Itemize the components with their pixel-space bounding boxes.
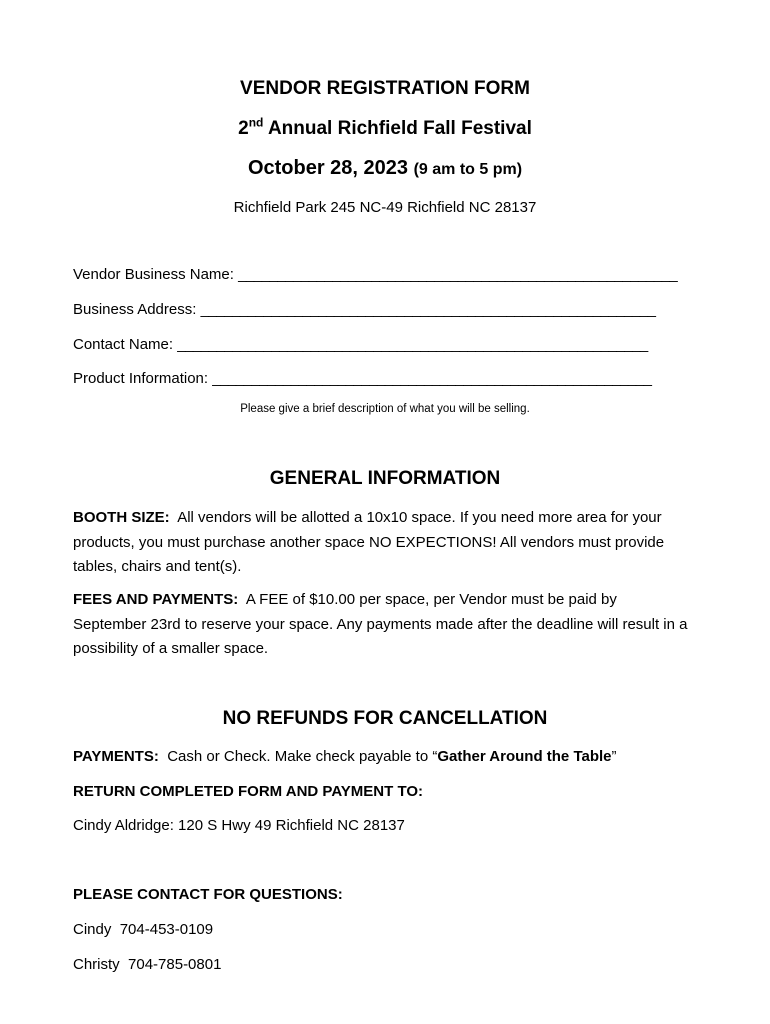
contact-christy <box>73 956 221 973</box>
payments-line <box>73 748 617 765</box>
field-label: Business Address: <box>73 301 197 318</box>
fees-label: FEES AND PAYMENTS: <box>73 591 239 608</box>
vendor-business-name-field[interactable] <box>73 266 677 283</box>
event-time: (9 am to 5 pm) <box>413 161 523 178</box>
event-venue: Richfield Park 245 NC-49 Richfield NC 28137 <box>233 199 537 216</box>
booth-size-paragraph <box>73 506 693 580</box>
booth-size-text: All vendors will be allotted a 10x10 space. If you need more area for your products, you must purchase another space NO EXPECTIONS! All vendors must provide tables, chairs and tent(s). <box>73 509 665 575</box>
event-number-suffix: nd <box>248 115 264 130</box>
return-heading: RETURN COMPLETED FORM AND PAYMENT TO: <box>73 783 424 800</box>
return-address: Cindy Aldridge: 120 S Hwy 49 Richfield NC 28137 <box>73 817 405 834</box>
payments-close-quote: ” <box>611 748 617 765</box>
field-blank-line[interactable]: ____________________________________________________________ <box>177 336 648 353</box>
contact-name: Cindy <box>73 921 112 938</box>
contact-name: Christy <box>73 956 120 973</box>
contact-phone[interactable]: 704-453-0109 <box>119 921 214 938</box>
event-title: Annual Richfield Fall Festival <box>267 118 532 139</box>
contact-name-field[interactable] <box>73 336 648 353</box>
fees-paragraph <box>73 588 693 662</box>
refunds-heading: NO REFUNDS FOR CANCELLATION <box>222 708 548 729</box>
payments-text: Cash or Check. Make check payable to “ <box>167 748 438 765</box>
fees-text: A FEE of $10.00 per space, per Vendor must be paid by September 23rd to reserve your space. Any payments made after the deadline will result in a possibility of a smaller space. <box>73 591 688 657</box>
product-note: Please give a brief description of what you will be selling. <box>240 403 530 415</box>
product-information-field[interactable] <box>73 370 651 387</box>
payee-name: Gather Around the Table <box>437 748 612 765</box>
field-label: Product Information: <box>73 370 209 387</box>
booth-size-label: BOOTH SIZE: <box>73 509 170 526</box>
event-name <box>0 115 770 140</box>
field-label: Contact Name: <box>73 336 174 353</box>
field-label: Vendor Business Name: <box>73 266 234 283</box>
event-date: October 28, 2023 <box>247 157 409 179</box>
field-blank-line[interactable]: ________________________________________________________ <box>212 370 652 387</box>
payments-label: PAYMENTS: <box>73 748 159 765</box>
contact-cindy <box>73 921 213 938</box>
general-info-heading: GENERAL INFORMATION <box>269 468 501 489</box>
form-title: VENDOR REGISTRATION FORM <box>240 78 530 99</box>
contact-heading: PLEASE CONTACT FOR QUESTIONS: <box>73 886 343 903</box>
event-date-line <box>0 157 770 180</box>
contact-phone[interactable]: 704-785-0801 <box>128 956 222 973</box>
field-blank-line[interactable]: __________________________________________________________ <box>200 301 656 318</box>
business-address-field[interactable] <box>73 301 655 318</box>
event-number: 2 <box>238 118 249 139</box>
field-blank-line[interactable]: ________________________________________________________ <box>238 266 678 283</box>
